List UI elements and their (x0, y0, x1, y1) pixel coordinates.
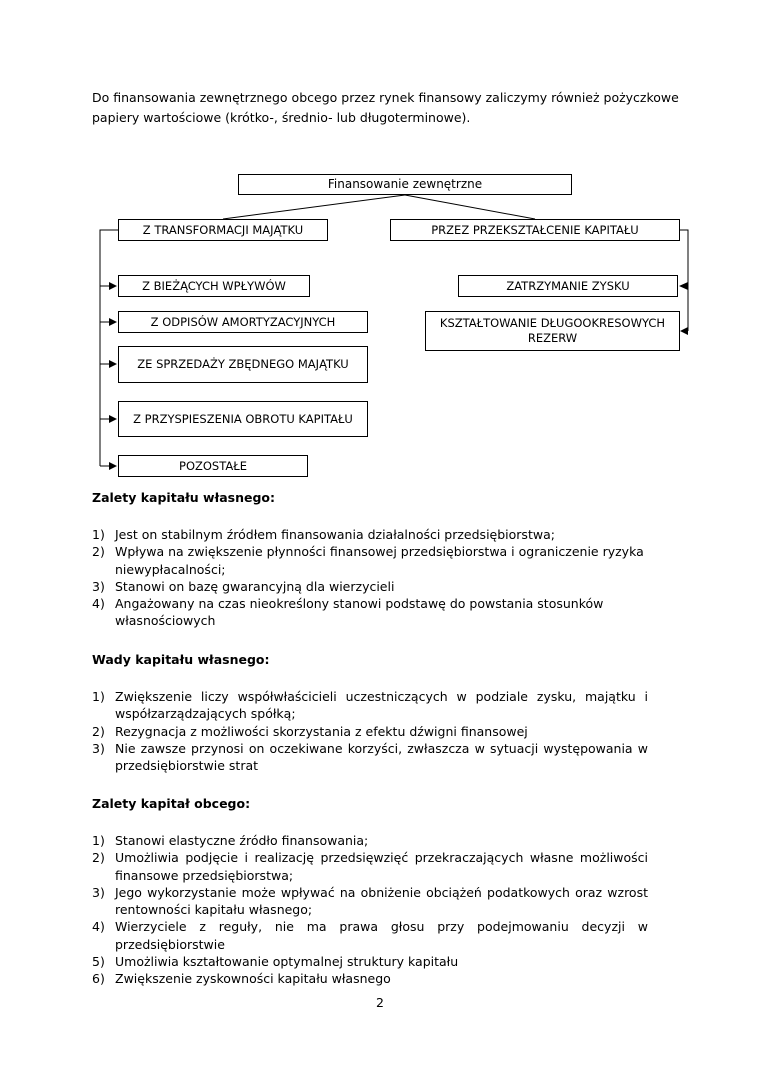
list-item-text: Jego wykorzystanie może wpływać na obniżenie obciążeń podatkowych oraz wzrost rentowności kapitału własnego; (115, 884, 648, 918)
list-item-text: Wpływa na zwiększenie płynności finansowej przedsiębiorstwa i ograniczenie ryzyka niewypłacalności; (115, 544, 644, 577)
diagram-box-odpisy-amortyzacyjne: Z ODPISÓW AMORTYZACYJNYCH (118, 311, 368, 333)
list-item (92, 578, 648, 595)
diagram-box-sprzedaz-zbednego-majatku: ZE SPRZEDAŻY ZBĘDNEGO MAJĄTKU (118, 346, 368, 383)
diagram-box-przyspieszenie-obrotu: Z PRZYSPIESZENIA OBROTU KAPITAŁU (118, 401, 368, 437)
list-item-text: Umożliwia kształtowanie optymalnej struktury kapitału (115, 954, 459, 970)
list-item-number: 2) (92, 544, 105, 560)
section-heading: Wady kapitału własnego: (92, 652, 270, 667)
list-item-number: 4) (92, 919, 105, 935)
list-item-number: 1) (92, 689, 105, 704)
list-item-number: 1) (92, 527, 105, 542)
list-item (92, 953, 648, 970)
list-item (92, 543, 648, 578)
diagram-box-right-branch: PRZEZ PRZEKSZTAŁCENIE KAPITAŁU (390, 219, 680, 241)
list-item-text: Jest on stabilnym źródłem finansowania działalności przedsiębiorstwa; (115, 527, 555, 542)
list-item-number: 5) (92, 954, 105, 970)
diagram-box-ksztaltowanie-rezerw: KSZTAŁTOWANIE DŁUGOOKRESOWYCH REZERW (425, 311, 680, 351)
section-heading: Zalety kapitał obcego: (92, 796, 251, 811)
diagram-box-zatrzymanie-zysku: ZATRZYMANIE ZYSKU (458, 275, 678, 297)
numbered-list (92, 688, 648, 774)
list-item-number: 6) (92, 971, 105, 987)
list-item-text: Stanowi on bazę gwarancyjną dla wierzycieli (115, 578, 395, 594)
diagram-box-root: Finansowanie zewnętrzne (238, 174, 572, 195)
numbered-list (92, 832, 648, 988)
page-number: 2 (376, 995, 384, 1010)
list-item-number: 3) (92, 884, 105, 900)
list-item-number: 1) (92, 833, 105, 848)
list-item-text: Wierzyciele z reguły, nie ma prawa głosu przy podejmowaniu decyzji w przedsiębiorstwie (115, 919, 648, 952)
financing-diagram (0, 170, 760, 485)
list-item-number: 3) (92, 578, 105, 594)
section-wady-kapitalu-wlasnego (92, 652, 648, 774)
list-item (92, 688, 648, 723)
list-item (92, 526, 648, 543)
diagram-box-biezace-wplywy: Z BIEŻĄCYCH WPŁYWÓW (118, 275, 310, 297)
numbered-list (92, 526, 648, 630)
list-item-text: Stanowi elastyczne źródło finansowania; (115, 833, 369, 848)
section-zalety-kapitalu-obcego (92, 796, 648, 988)
list-item (92, 832, 648, 849)
section-zalety-kapitalu-wlasnego (92, 490, 648, 630)
list-item (92, 970, 648, 987)
list-item (92, 918, 648, 953)
list-item-number: 2) (92, 723, 105, 739)
list-item-text: Zwiększenie zyskowności kapitału własnego (115, 971, 391, 987)
list-item (92, 849, 648, 884)
list-item-number: 2) (92, 850, 105, 866)
list-item-text: Rezygnacja z możliwości skorzystania z efektu dźwigni finansowej (115, 723, 528, 739)
list-item-text: Angażowany na czas nieokreślony stanowi podstawę do powstania stosunków własnościowych (115, 596, 604, 629)
list-item-text: Nie zawsze przynosi on oczekiwane korzyści, zwłaszcza w sytuacji występowania w przedsiębiorstwie strat (115, 740, 648, 774)
list-item (92, 740, 648, 775)
list-item-number: 4) (92, 596, 105, 612)
diagram-box-left-branch: Z TRANSFORMACJI MAJĄTKU (118, 219, 328, 241)
list-item-number: 3) (92, 740, 105, 756)
list-item-text: Umożliwia podjęcie i realizację przedsięwzięć przekraczających własne możliwości finansowe przedsiębiorstwa; (115, 850, 648, 883)
list-item (92, 723, 648, 740)
section-heading: Zalety kapitału własnego: (92, 490, 275, 505)
list-item-text: Zwiększenie liczy współwłaścicieli uczestniczących w podziale zysku, majątku i współzarządzających spółką; (115, 689, 648, 722)
diagram-box-pozostale: POZOSTAŁE (118, 455, 308, 477)
list-item (92, 595, 648, 630)
list-item (92, 884, 648, 919)
intro-paragraph: Do finansowania zewnętrznego obcego przez rynek finansowy zaliczymy również pożyczkowe papiery wartościowe (krótko-, średnio- lub długoterminowe). (92, 90, 679, 125)
